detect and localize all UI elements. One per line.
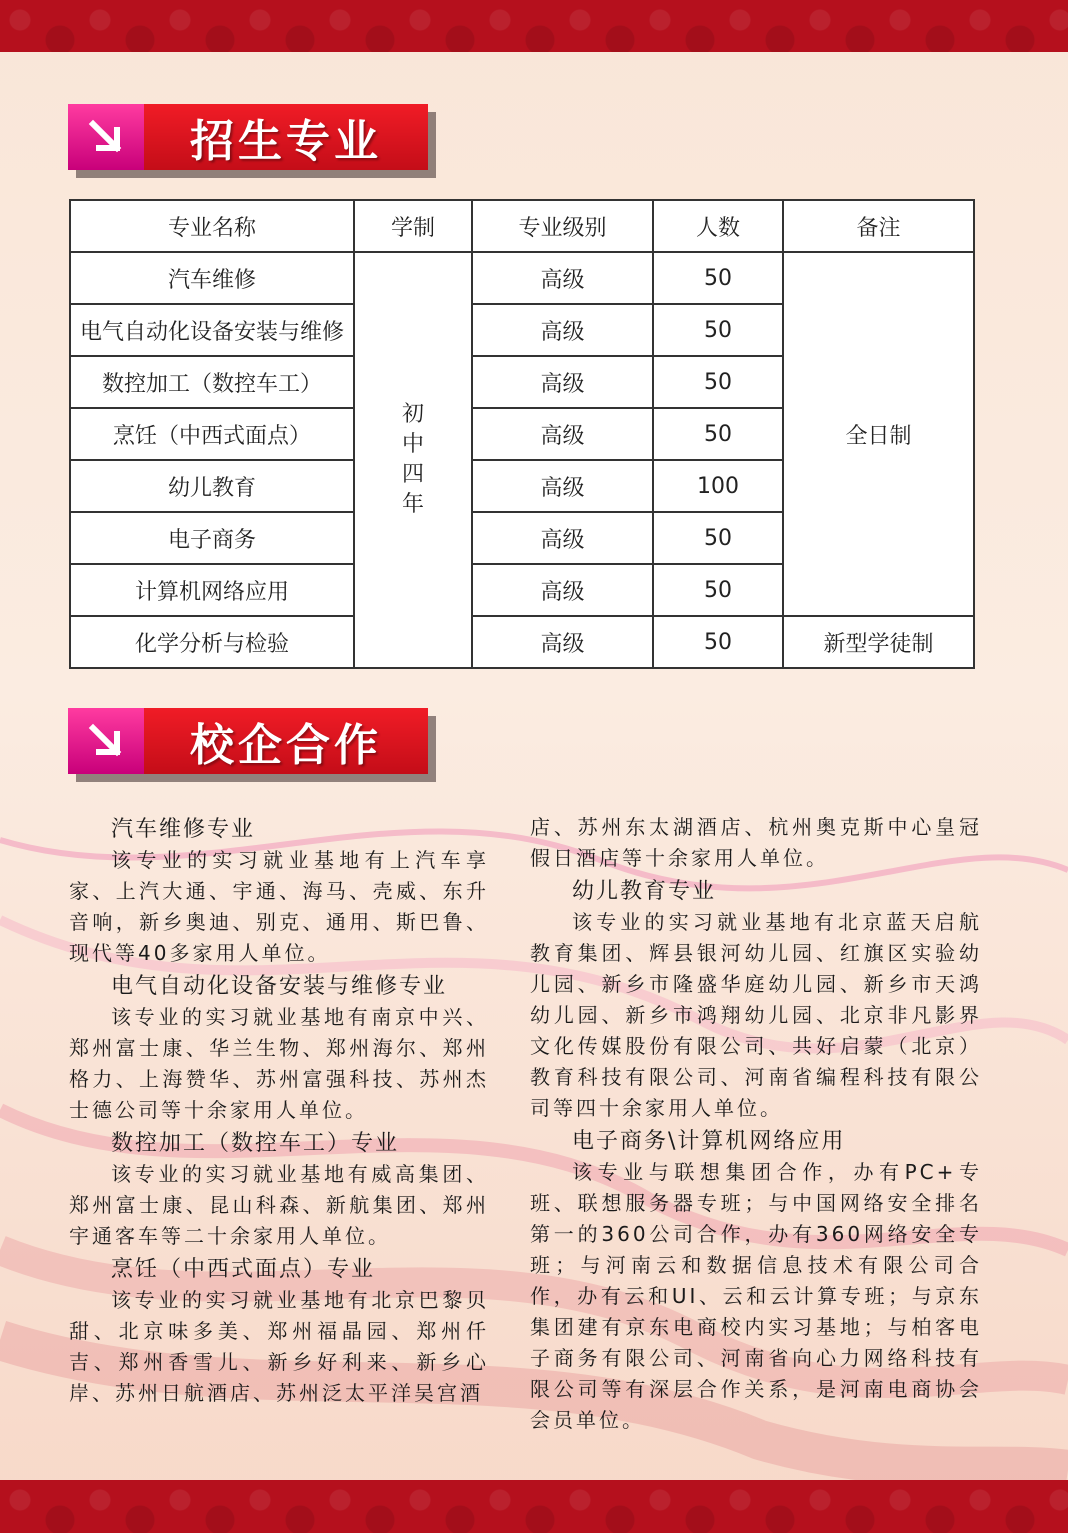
arrow-down-right-icon — [68, 708, 144, 774]
coop-heading: 幼儿教育专业 — [572, 879, 717, 904]
major-count: 50 — [653, 408, 783, 460]
coop-paragraph-continued: 店、苏州东太湖酒店、杭州奥克斯中心皇冠假日酒店等十余家用人单位。 — [530, 815, 982, 870]
section-title: 校企合作 — [190, 720, 382, 771]
major-name: 电子商务 — [70, 512, 354, 564]
major-name: 烹饪（中西式面点） — [70, 408, 354, 460]
coop-heading: 电子商务\计算机网络应用 — [572, 1129, 846, 1154]
column-header: 专业级别 — [472, 200, 653, 252]
cooperation-column-right — [530, 812, 982, 1436]
table-row — [70, 616, 974, 668]
section-header-enrollment — [68, 104, 428, 172]
study-system: 初 中 四 年 — [354, 252, 472, 668]
top-decorative-band — [0, 0, 1068, 52]
cooperation-column-left — [69, 812, 489, 1409]
coop-paragraph: 该专业的实习就业基地有上汽车享家、上汽大通、宇通、海马、壳威、东升音响，新乡奥迪、别克、通用、斯巴鲁、现代等40多家用人单位。 — [69, 848, 489, 965]
arrow-down-right-icon — [68, 104, 144, 170]
section-title: 招生专业 — [190, 116, 382, 167]
major-name: 数控加工（数控车工） — [70, 356, 354, 408]
coop-heading: 电气自动化设备安装与维修专业 — [111, 974, 448, 999]
major-name: 幼儿教育 — [70, 460, 354, 512]
coop-paragraph: 该专业的实习就业基地有北京巴黎贝甜、北京味多美、郑州福晶园、郑州仟吉、郑州香雪儿、新乡好利来、新乡心岸、苏州日航酒店、苏州泛太平洋吴宫酒 — [69, 1288, 489, 1405]
major-count: 50 — [653, 616, 783, 668]
major-count: 50 — [653, 252, 783, 304]
major-level: 高级 — [472, 304, 653, 356]
table-row — [70, 252, 974, 304]
column-header: 学制 — [354, 200, 472, 252]
remark-apprentice: 新型学徒制 — [783, 616, 974, 668]
major-level: 高级 — [472, 460, 653, 512]
major-name: 计算机网络应用 — [70, 564, 354, 616]
coop-paragraph: 该专业的实习就业基地有威高集团、郑州富士康、昆山科森、新航集团、郑州宇通客车等二十余家用人单位。 — [69, 1162, 489, 1248]
major-level: 高级 — [472, 616, 653, 668]
major-name: 电气自动化设备安装与维修 — [70, 304, 354, 356]
major-count: 50 — [653, 356, 783, 408]
coop-heading: 汽车维修专业 — [111, 817, 256, 842]
coop-paragraph: 该专业与联想集团合作，办有PC+专班、联想服务器专班；与中国网络安全排名第一的360公司合作，办有360网络安全专班；与河南云和数据信息技术有限公司合作，办有云和UI、云和云计算专班；与京东集团建有京东电商校内实习基地；与柏客电子商务有限公司、河南省向心力网络科技有限公司等有深层合作关系，是河南电商协会会员单位。 — [530, 1160, 982, 1432]
remark-fulltime: 全日制 — [783, 252, 974, 616]
column-header: 备注 — [783, 200, 974, 252]
major-level: 高级 — [472, 356, 653, 408]
major-level: 高级 — [472, 564, 653, 616]
table-header-row — [70, 200, 974, 252]
coop-paragraph: 该专业的实习就业基地有北京蓝天启航教育集团、辉县银河幼儿园、红旗区实验幼儿园、新乡市隆盛华庭幼儿园、新乡市天鸿幼儿园、新乡市鸿翔幼儿园、北京非凡影界文化传媒股份有限公司、共好启蒙（北京）教育科技有限公司、河南省编程科技有限公司等四十余家用人单位。 — [530, 910, 982, 1120]
bottom-decorative-band — [0, 1480, 1068, 1533]
coop-heading: 烹饪（中西式面点）专业 — [111, 1257, 376, 1282]
coop-heading: 数控加工（数控车工）专业 — [111, 1131, 400, 1156]
major-level: 高级 — [472, 252, 653, 304]
section-header-cooperation — [68, 708, 428, 776]
majors-table — [69, 199, 975, 669]
coop-paragraph: 该专业的实习就业基地有南京中兴、郑州富士康、华兰生物、郑州海尔、郑州格力、上海赞华、苏州富强科技、苏州杰士德公司等十余家用人单位。 — [69, 1005, 489, 1122]
major-count: 100 — [653, 460, 783, 512]
major-level: 高级 — [472, 408, 653, 460]
major-count: 50 — [653, 304, 783, 356]
major-name: 汽车维修 — [70, 252, 354, 304]
column-header: 人数 — [653, 200, 783, 252]
major-count: 50 — [653, 512, 783, 564]
major-name: 化学分析与检验 — [70, 616, 354, 668]
major-count: 50 — [653, 564, 783, 616]
column-header: 专业名称 — [70, 200, 354, 252]
major-level: 高级 — [472, 512, 653, 564]
